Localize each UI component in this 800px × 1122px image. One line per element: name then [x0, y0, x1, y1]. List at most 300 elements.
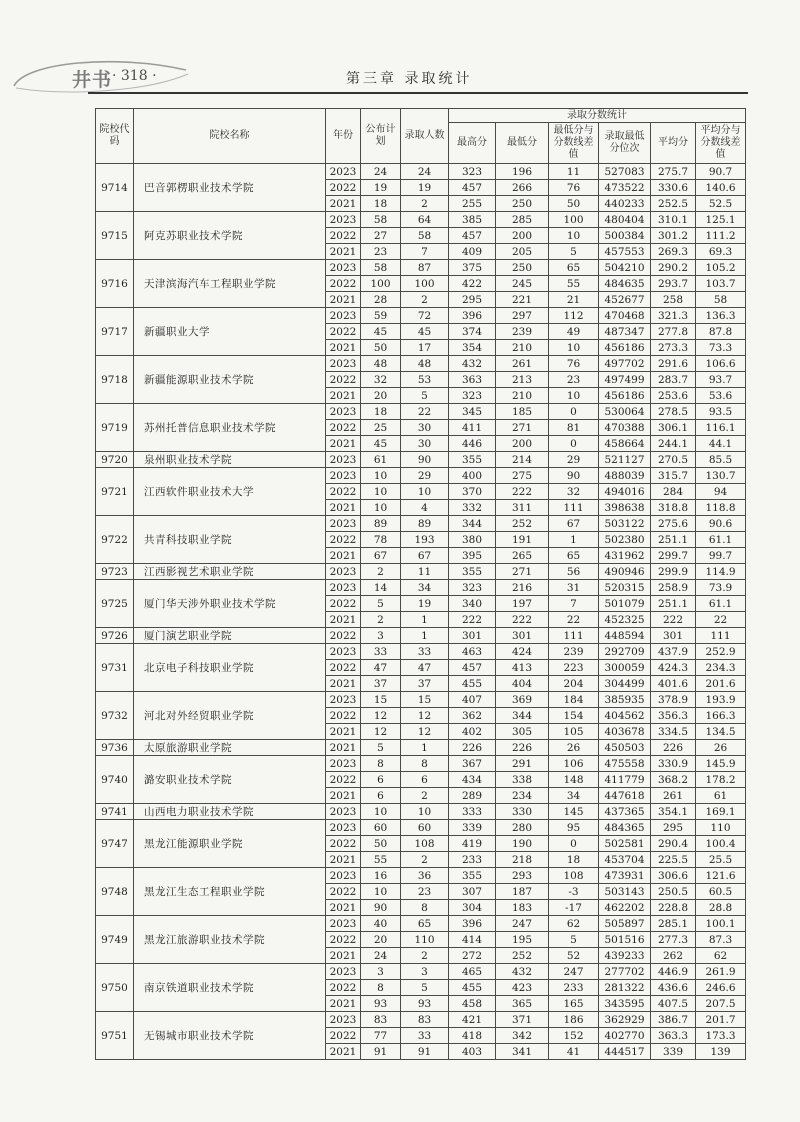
- avg-score-cell: 363.3: [651, 1028, 696, 1044]
- min-rank-cell: 404562: [599, 708, 651, 724]
- avg-diff-cell: 52.5: [696, 196, 746, 212]
- plan-cell: 24: [361, 948, 401, 964]
- admitted-cell: 19: [401, 596, 449, 612]
- min-score-cell: 245: [496, 276, 549, 292]
- school-name-cell: 厦门华天涉外职业技术学院: [134, 580, 326, 628]
- year-cell: 2021: [326, 852, 361, 868]
- min-rank-cell: 470388: [599, 420, 651, 436]
- avg-score-cell: 226: [651, 740, 696, 756]
- min-score-cell: 265: [496, 548, 549, 564]
- admitted-cell: 23: [401, 884, 449, 900]
- avg-diff-cell: 134.5: [696, 724, 746, 740]
- avg-diff-cell: 87.8: [696, 324, 746, 340]
- school-code-cell: 9726: [96, 628, 134, 644]
- plan-cell: 28: [361, 292, 401, 308]
- school-code-cell: 9748: [96, 868, 134, 916]
- school-code-cell: 9720: [96, 452, 134, 468]
- min-diff-cell: 148: [549, 772, 599, 788]
- admitted-cell: 10: [401, 484, 449, 500]
- year-cell: 2021: [326, 996, 361, 1012]
- avg-score-cell: 401.6: [651, 676, 696, 692]
- min-rank-cell: 343595: [599, 996, 651, 1012]
- min-rank-cell: 494016: [599, 484, 651, 500]
- min-diff-cell: 95: [549, 820, 599, 836]
- min-score-cell: 271: [496, 420, 549, 436]
- year-cell: 2021: [326, 948, 361, 964]
- max-score-cell: 370: [449, 484, 496, 500]
- min-diff-cell: 32: [549, 484, 599, 500]
- admitted-cell: 29: [401, 468, 449, 484]
- min-score-cell: 210: [496, 340, 549, 356]
- avg-score-cell: 339: [651, 1044, 696, 1060]
- avg-score-cell: 306.6: [651, 868, 696, 884]
- min-score-cell: 200: [496, 228, 549, 244]
- table-row: [96, 868, 746, 884]
- plan-cell: 16: [361, 868, 401, 884]
- max-score-cell: 396: [449, 308, 496, 324]
- school-code-cell: 9719: [96, 404, 134, 452]
- max-score-cell: 339: [449, 820, 496, 836]
- admitted-cell: 12: [401, 708, 449, 724]
- max-score-cell: 323: [449, 388, 496, 404]
- avg-score-cell: 356.3: [651, 708, 696, 724]
- admitted-cell: 89: [401, 516, 449, 532]
- school-code-cell: 9740: [96, 756, 134, 804]
- min-diff-cell: 26: [549, 740, 599, 756]
- admitted-cell: 64: [401, 212, 449, 228]
- min-score-cell: 432: [496, 964, 549, 980]
- min-score-cell: 404: [496, 676, 549, 692]
- admitted-cell: 48: [401, 356, 449, 372]
- year-cell: 2023: [326, 692, 361, 708]
- avg-score-cell: 368.2: [651, 772, 696, 788]
- year-cell: 2021: [326, 388, 361, 404]
- school-name-cell: 泉州职业技术学院: [134, 452, 326, 468]
- school-code-cell: 9714: [96, 164, 134, 212]
- year-cell: 2022: [326, 532, 361, 548]
- avg-score-cell: 330.6: [651, 180, 696, 196]
- year-cell: 2022: [326, 180, 361, 196]
- max-score-cell: 455: [449, 980, 496, 996]
- plan-cell: 59: [361, 308, 401, 324]
- admitted-cell: 108: [401, 836, 449, 852]
- avg-diff-cell: 173.3: [696, 1028, 746, 1044]
- avg-score-cell: 315.7: [651, 468, 696, 484]
- admitted-cell: 4: [401, 500, 449, 516]
- school-name-cell: 共青科技职业学院: [134, 516, 326, 564]
- school-code-cell: 9718: [96, 356, 134, 404]
- max-score-cell: 340: [449, 596, 496, 612]
- avg-score-cell: 321.3: [651, 308, 696, 324]
- min-score-cell: 369: [496, 692, 549, 708]
- plan-cell: 10: [361, 500, 401, 516]
- min-diff-cell: 56: [549, 564, 599, 580]
- min-score-cell: 214: [496, 452, 549, 468]
- school-name-cell: 河北对外经贸职业学院: [134, 692, 326, 740]
- min-score-cell: 234: [496, 788, 549, 804]
- avg-diff-cell: 25.5: [696, 852, 746, 868]
- admitted-cell: 33: [401, 1028, 449, 1044]
- avg-score-cell: 330.9: [651, 756, 696, 772]
- table-row: [96, 1012, 746, 1028]
- school-name-cell: 黑龙江旅游职业技术学院: [134, 916, 326, 964]
- avg-diff-cell: 125.1: [696, 212, 746, 228]
- header-avg-diff: 平均分与分数线差值: [696, 123, 746, 164]
- avg-diff-cell: 61.1: [696, 596, 746, 612]
- table-row: [96, 804, 746, 820]
- avg-score-cell: 437.9: [651, 644, 696, 660]
- min-rank-cell: 452325: [599, 612, 651, 628]
- min-score-cell: 195: [496, 932, 549, 948]
- school-name-cell: 新疆职业大学: [134, 308, 326, 356]
- year-cell: 2022: [326, 932, 361, 948]
- avg-score-cell: 295: [651, 820, 696, 836]
- min-rank-cell: 530064: [599, 404, 651, 420]
- year-cell: 2023: [326, 452, 361, 468]
- table-row: [96, 212, 746, 228]
- min-diff-cell: 11: [549, 164, 599, 180]
- min-diff-cell: 10: [549, 228, 599, 244]
- avg-score-cell: 269.3: [651, 244, 696, 260]
- min-diff-cell: 0: [549, 436, 599, 452]
- min-rank-cell: 277702: [599, 964, 651, 980]
- admitted-cell: 65: [401, 916, 449, 932]
- avg-diff-cell: 93.5: [696, 404, 746, 420]
- min-diff-cell: 62: [549, 916, 599, 932]
- avg-score-cell: 253.6: [651, 388, 696, 404]
- min-rank-cell: 501516: [599, 932, 651, 948]
- year-cell: 2023: [326, 468, 361, 484]
- min-rank-cell: 470468: [599, 308, 651, 324]
- avg-diff-cell: 139: [696, 1044, 746, 1060]
- admitted-cell: 60: [401, 820, 449, 836]
- table-row: [96, 564, 746, 580]
- min-score-cell: 293: [496, 868, 549, 884]
- plan-cell: 91: [361, 1044, 401, 1060]
- plan-cell: 100: [361, 276, 401, 292]
- avg-diff-cell: 93.7: [696, 372, 746, 388]
- year-cell: 2023: [326, 756, 361, 772]
- max-score-cell: 323: [449, 164, 496, 180]
- min-score-cell: 222: [496, 612, 549, 628]
- admitted-cell: 2: [401, 948, 449, 964]
- header-min-rank: 录取最低分位次: [599, 123, 651, 164]
- min-rank-cell: 411779: [599, 772, 651, 788]
- min-rank-cell: 502380: [599, 532, 651, 548]
- school-name-cell: 黑龙江能源职业学院: [134, 820, 326, 868]
- admitted-cell: 17: [401, 340, 449, 356]
- max-score-cell: 307: [449, 884, 496, 900]
- school-name-cell: 山西电力职业技术学院: [134, 804, 326, 820]
- school-name-cell: 无锡城市职业技术学院: [134, 1012, 326, 1060]
- year-cell: 2021: [326, 676, 361, 692]
- school-name-cell: 江西软件职业技术大学: [134, 468, 326, 516]
- school-code-cell: 9722: [96, 516, 134, 564]
- plan-cell: 37: [361, 676, 401, 692]
- max-score-cell: 457: [449, 228, 496, 244]
- min-score-cell: 344: [496, 708, 549, 724]
- min-diff-cell: 65: [549, 548, 599, 564]
- admitted-cell: 53: [401, 372, 449, 388]
- admitted-cell: 11: [401, 564, 449, 580]
- min-diff-cell: 10: [549, 340, 599, 356]
- max-score-cell: 463: [449, 644, 496, 660]
- avg-score-cell: 436.6: [651, 980, 696, 996]
- max-score-cell: 345: [449, 404, 496, 420]
- admitted-cell: 33: [401, 644, 449, 660]
- avg-diff-cell: 201.7: [696, 1012, 746, 1028]
- table-row: [96, 740, 746, 756]
- min-rank-cell: 473931: [599, 868, 651, 884]
- min-diff-cell: 55: [549, 276, 599, 292]
- avg-diff-cell: 28.8: [696, 900, 746, 916]
- header-min-diff: 最低分与分数线差值: [549, 123, 599, 164]
- admitted-cell: 3: [401, 964, 449, 980]
- school-name-cell: 阿克苏职业技术学院: [134, 212, 326, 260]
- min-rank-cell: 300059: [599, 660, 651, 676]
- admitted-cell: 193: [401, 532, 449, 548]
- school-code-cell: 9736: [96, 740, 134, 756]
- year-cell: 2022: [326, 884, 361, 900]
- avg-score-cell: 310.1: [651, 212, 696, 228]
- school-name-cell: 厦门演艺职业学院: [134, 628, 326, 644]
- year-cell: 2023: [326, 580, 361, 596]
- min-rank-cell: 447618: [599, 788, 651, 804]
- avg-diff-cell: 61: [696, 788, 746, 804]
- min-rank-cell: 487347: [599, 324, 651, 340]
- min-score-cell: 275: [496, 468, 549, 484]
- year-cell: 2023: [326, 516, 361, 532]
- year-cell: 2022: [326, 484, 361, 500]
- plan-cell: 45: [361, 324, 401, 340]
- avg-diff-cell: 60.5: [696, 884, 746, 900]
- max-score-cell: 355: [449, 564, 496, 580]
- max-score-cell: 418: [449, 1028, 496, 1044]
- school-name-cell: 天津滨海汽车工程职业学院: [134, 260, 326, 308]
- min-score-cell: 226: [496, 740, 549, 756]
- plan-cell: 32: [361, 372, 401, 388]
- school-name-cell: 潞安职业技术学院: [134, 756, 326, 804]
- max-score-cell: 222: [449, 612, 496, 628]
- avg-diff-cell: 26: [696, 740, 746, 756]
- year-cell: 2023: [326, 868, 361, 884]
- min-diff-cell: 112: [549, 308, 599, 324]
- min-rank-cell: 281322: [599, 980, 651, 996]
- min-score-cell: 191: [496, 532, 549, 548]
- plan-cell: 27: [361, 228, 401, 244]
- min-rank-cell: 521127: [599, 452, 651, 468]
- min-score-cell: 291: [496, 756, 549, 772]
- min-diff-cell: 111: [549, 500, 599, 516]
- min-diff-cell: 106: [549, 756, 599, 772]
- min-score-cell: 305: [496, 724, 549, 740]
- table-row: [96, 356, 746, 372]
- min-rank-cell: 475558: [599, 756, 651, 772]
- min-rank-cell: 448594: [599, 628, 651, 644]
- min-score-cell: 210: [496, 388, 549, 404]
- plan-cell: 45: [361, 436, 401, 452]
- header-plan: 公布计划: [361, 109, 401, 164]
- avg-score-cell: 386.7: [651, 1012, 696, 1028]
- plan-cell: 58: [361, 260, 401, 276]
- avg-score-cell: 275.6: [651, 516, 696, 532]
- avg-score-cell: 378.9: [651, 692, 696, 708]
- max-score-cell: 421: [449, 1012, 496, 1028]
- max-score-cell: 411: [449, 420, 496, 436]
- min-score-cell: 252: [496, 516, 549, 532]
- plan-cell: 18: [361, 196, 401, 212]
- avg-score-cell: 407.5: [651, 996, 696, 1012]
- table-row: [96, 164, 746, 180]
- plan-cell: 48: [361, 356, 401, 372]
- school-name-cell: 南京铁道职业技术学院: [134, 964, 326, 1012]
- max-score-cell: 255: [449, 196, 496, 212]
- school-name-cell: 黑龙江生态工程职业学院: [134, 868, 326, 916]
- avg-score-cell: 301.2: [651, 228, 696, 244]
- table-row: [96, 820, 746, 836]
- max-score-cell: 355: [449, 868, 496, 884]
- plan-cell: 5: [361, 596, 401, 612]
- min-diff-cell: 76: [549, 356, 599, 372]
- avg-diff-cell: 114.9: [696, 564, 746, 580]
- avg-diff-cell: 140.6: [696, 180, 746, 196]
- min-diff-cell: 247: [549, 964, 599, 980]
- admitted-cell: 83: [401, 1012, 449, 1028]
- max-score-cell: 355: [449, 452, 496, 468]
- avg-score-cell: 258.9: [651, 580, 696, 596]
- min-diff-cell: 18: [549, 852, 599, 868]
- max-score-cell: 395: [449, 548, 496, 564]
- school-code-cell: 9731: [96, 644, 134, 692]
- year-cell: 2022: [326, 772, 361, 788]
- admitted-cell: 1: [401, 612, 449, 628]
- min-score-cell: 285: [496, 212, 549, 228]
- table-row: [96, 644, 746, 660]
- year-cell: 2022: [326, 1028, 361, 1044]
- admitted-cell: 67: [401, 548, 449, 564]
- avg-diff-cell: 73.3: [696, 340, 746, 356]
- max-score-cell: 419: [449, 836, 496, 852]
- avg-score-cell: 277.3: [651, 932, 696, 948]
- year-cell: 2023: [326, 404, 361, 420]
- max-score-cell: 295: [449, 292, 496, 308]
- min-rank-cell: 444517: [599, 1044, 651, 1060]
- plan-cell: 40: [361, 916, 401, 932]
- year-cell: 2023: [326, 564, 361, 580]
- school-name-cell: 苏州托普信息职业技术学院: [134, 404, 326, 452]
- min-score-cell: 250: [496, 196, 549, 212]
- avg-score-cell: 252.5: [651, 196, 696, 212]
- min-diff-cell: 31: [549, 580, 599, 596]
- min-diff-cell: 7: [549, 596, 599, 612]
- admitted-cell: 72: [401, 308, 449, 324]
- year-cell: 2021: [326, 340, 361, 356]
- school-code-cell: 9715: [96, 212, 134, 260]
- min-rank-cell: 456186: [599, 340, 651, 356]
- max-score-cell: 422: [449, 276, 496, 292]
- table-row: [96, 964, 746, 980]
- min-score-cell: 423: [496, 980, 549, 996]
- min-rank-cell: 490946: [599, 564, 651, 580]
- header-name: 院校名称: [134, 109, 326, 164]
- avg-diff-cell: 145.9: [696, 756, 746, 772]
- max-score-cell: 362: [449, 708, 496, 724]
- min-diff-cell: 152: [549, 1028, 599, 1044]
- school-code-cell: 9750: [96, 964, 134, 1012]
- chapter-title: 第三章 录取统计: [346, 71, 473, 87]
- plan-cell: 3: [361, 628, 401, 644]
- plan-cell: 90: [361, 900, 401, 916]
- avg-diff-cell: 85.5: [696, 452, 746, 468]
- min-rank-cell: 520315: [599, 580, 651, 596]
- min-rank-cell: 484365: [599, 820, 651, 836]
- avg-diff-cell: 193.9: [696, 692, 746, 708]
- year-cell: 2021: [326, 900, 361, 916]
- table-row: [96, 260, 746, 276]
- avg-score-cell: 283.7: [651, 372, 696, 388]
- min-rank-cell: 440233: [599, 196, 651, 212]
- avg-score-cell: 354.1: [651, 804, 696, 820]
- year-cell: 2023: [326, 916, 361, 932]
- year-cell: 2022: [326, 980, 361, 996]
- min-rank-cell: 437365: [599, 804, 651, 820]
- min-diff-cell: 81: [549, 420, 599, 436]
- year-cell: 2023: [326, 164, 361, 180]
- plan-cell: 61: [361, 452, 401, 468]
- school-code-cell: 9732: [96, 692, 134, 740]
- school-code-cell: 9749: [96, 916, 134, 964]
- school-code-cell: 9723: [96, 564, 134, 580]
- year-cell: 2023: [326, 212, 361, 228]
- min-diff-cell: 1: [549, 532, 599, 548]
- max-score-cell: 233: [449, 852, 496, 868]
- admitted-cell: 5: [401, 980, 449, 996]
- min-score-cell: 338: [496, 772, 549, 788]
- min-rank-cell: 362929: [599, 1012, 651, 1028]
- min-rank-cell: 497499: [599, 372, 651, 388]
- avg-score-cell: 299.9: [651, 564, 696, 580]
- min-score-cell: 190: [496, 836, 549, 852]
- plan-cell: 23: [361, 244, 401, 260]
- admitted-cell: 58: [401, 228, 449, 244]
- min-diff-cell: 21: [549, 292, 599, 308]
- admitted-cell: 30: [401, 436, 449, 452]
- plan-cell: 83: [361, 1012, 401, 1028]
- year-cell: 2023: [326, 964, 361, 980]
- year-cell: 2022: [326, 628, 361, 644]
- year-cell: 2023: [326, 356, 361, 372]
- avg-score-cell: 318.8: [651, 500, 696, 516]
- min-diff-cell: 233: [549, 980, 599, 996]
- year-cell: 2022: [326, 228, 361, 244]
- year-cell: 2023: [326, 820, 361, 836]
- school-code-cell: 9721: [96, 468, 134, 516]
- plan-cell: 47: [361, 660, 401, 676]
- min-rank-cell: 402770: [599, 1028, 651, 1044]
- admitted-cell: 30: [401, 420, 449, 436]
- table-row: [96, 692, 746, 708]
- school-name-cell: 江西影视艺术职业学院: [134, 564, 326, 580]
- admitted-cell: 24: [401, 164, 449, 180]
- min-rank-cell: 500384: [599, 228, 651, 244]
- min-diff-cell: -3: [549, 884, 599, 900]
- min-score-cell: 216: [496, 580, 549, 596]
- year-cell: 2022: [326, 372, 361, 388]
- min-score-cell: 205: [496, 244, 549, 260]
- min-rank-cell: 398638: [599, 500, 651, 516]
- min-rank-cell: 503122: [599, 516, 651, 532]
- plan-cell: 14: [361, 580, 401, 596]
